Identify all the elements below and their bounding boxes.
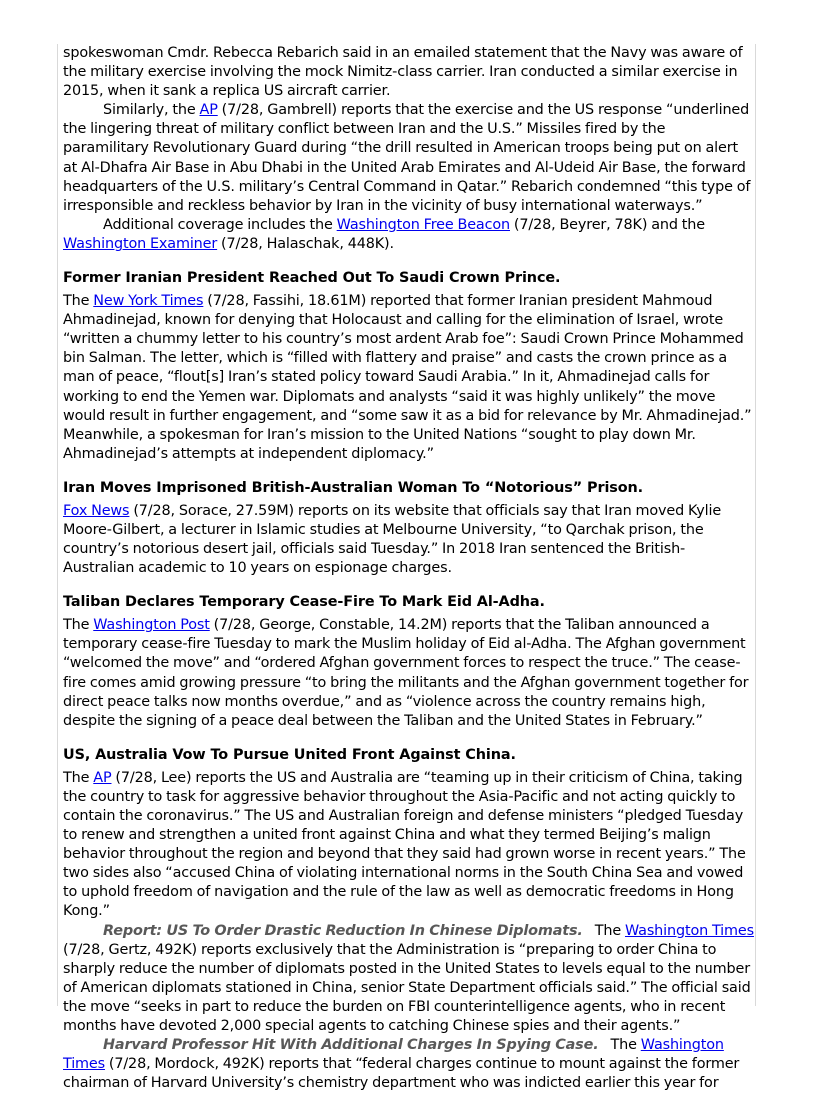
- paragraph-text: (7/28, George, Constable, 14.2M) reports that the Taliban announced a temporary cease-fire Tuesday to mark the Muslim holiday of Eid al-Adha. The Afghan government “welcomed the move” and “ordered Afghan government forces to respect the truce.” The cease-fire comes amid growing pressure “to bring the militants and the Afghan government together for direct peace talks now months overdue,” and as “violence across the country remains high, despite the signing of a peace deal between the Taliban and the United States in February.”: [63, 617, 749, 729]
- paragraph-text: The: [610, 1037, 641, 1054]
- paragraph-text: (7/28, Halaschak, 448K).: [217, 235, 394, 252]
- source-link-washington-free-beacon[interactable]: Washington Free Beacon: [336, 216, 510, 233]
- subitem-headline: Harvard Professor Hit With Additional Charges In Spying Case.: [103, 1037, 599, 1054]
- article-headline: US, Australia Vow To Pursue United Front Against China.: [63, 746, 516, 763]
- article-subitem: [63, 922, 755, 1037]
- paragraph-text: The: [63, 617, 94, 634]
- source-link-washington-times[interactable]: Washington Times: [625, 922, 754, 939]
- article-headline: Former Iranian President Reached Out To Saudi Crown Prince.: [63, 270, 561, 287]
- article-body: [63, 292, 755, 464]
- source-link-fox-news[interactable]: Fox News: [63, 502, 130, 519]
- paragraph-text: The: [63, 769, 94, 786]
- paragraph-text: (7/28, Gertz, 492K) reports exclusively that the Administration is “preparing to order China to sharply reduce the number of diplomats posted in the United States to levels equal to the number of American diplomats stationed in China, senior State Department officials said.” The official said the move “seeks in part to reduce the burden on FBI counterintelligence agents, who in recent months have devoted 2,000 special agents to catching Chinese spies and their agents.”: [63, 941, 751, 1035]
- article-subitem: [63, 1036, 755, 1093]
- paragraph-text: (7/28, Gambrell) reports that the exercise and the US response “underlined the lingering threat of military conflict between Iran and the U.S.” Missiles fired by the paramilitary Revolutionary Guard during “the drill resulted in American troops being put on alert at Al-Dhafra Air Base in Abu Dhabi in the United Arab Emirates and Al-Udeid Air Base, the forward headquarters of the U.S. military’s Central Command in Qatar.” Rebarich condemned “this type of irresponsible and reckless behavior by Iran in the vicinity of busy international waterways.”: [63, 102, 751, 214]
- article-body: [63, 502, 755, 578]
- paragraph-text: The: [594, 922, 625, 939]
- paragraph-text: (7/28, Fassihi, 18.61M) reported that former Iranian president Mahmoud Ahmadinejad, known for denying that Holocaust and calling for the elimination of Israel, wrote “written a chummy letter to his country’s most ardent Arab foe”: Saudi Crown Prince Mohammed bin Salman. The letter, which is “filled with flattery and praise” and casts the crown prince as a man of peace, “flout[s] Iran’s stated policy toward Saudi Arabia.” In it, Ahmadinejad calls for working to end the Yemen war. Diplomats and analysts “said it was highly unlikely” the move would result in further engagement, and “some saw it as a bid for relevance by Mr. Ahmadinejad.” Meanwhile, a spokesman for Iran’s mission to the United Nations “sought to play down Mr. Ahmadinejad’s attempts at independent diplomacy.”: [63, 293, 752, 462]
- paragraph-text: (7/28, Mordock, 492K) reports that “federal charges continue to mount against the former chairman of Harvard University’s chemistry department who was indicted earlier this year for: [63, 1056, 740, 1092]
- document-page: [57, 44, 756, 1092]
- intro-paragraph-1: [63, 44, 755, 101]
- paragraph-text: spokeswoman Cmdr. Rebecca Rebarich said in an emailed statement that the Navy was aware of the military exercise involving the mock Nimitz-class carrier. Iran conducted a similar exercise in 2015, when it sank a replica US aircraft carrier.: [63, 45, 743, 100]
- source-link-washington-examiner[interactable]: Washington Examiner: [63, 235, 218, 252]
- paragraph-text: The: [63, 293, 94, 310]
- paragraph-text: Similarly, the: [103, 102, 200, 119]
- source-link-ap[interactable]: AP: [199, 102, 218, 119]
- source-link-new-york-times[interactable]: New York Times: [93, 293, 204, 310]
- source-link-washington-post[interactable]: Washington Post: [93, 617, 210, 634]
- paragraph-text: Additional coverage includes the: [103, 216, 337, 233]
- intro-paragraph-3: [63, 216, 755, 254]
- article-body: [63, 616, 755, 731]
- intro-paragraph-2: [63, 101, 755, 216]
- subitem-headline: Report: US To Order Drastic Reduction In Chinese Diplomats.: [103, 922, 583, 939]
- article-headline: Taliban Declares Temporary Cease-Fire To Mark Eid Al-Adha.: [63, 594, 545, 611]
- article-body: [63, 769, 755, 922]
- article-headline: Iran Moves Imprisoned British-Australian Woman To “Notorious” Prison.: [63, 479, 644, 496]
- source-link-ap[interactable]: AP: [93, 769, 112, 786]
- source-link-washington-times[interactable]: Washington Times: [63, 1037, 724, 1073]
- paragraph-text: (7/28, Lee) reports the US and Australia are “teaming up in their criticism of China, taking the country to task for aggressive behavior throughout the Asia-Pacific and not acting quickly to contain the coronavirus.” The US and Australian foreign and defense ministers “pledged Tuesday to renew and strengthen a united front against China and what they termed Beijing’s malign behavior throughout the region and beyond that they said had grown worse in recent years.” The two sides also “accused China of violating international norms in the South China Sea and vowed to uphold freedom of navigation and the rule of the law as well as democratic freedoms in Hong Kong.”: [63, 769, 746, 920]
- paragraph-text: (7/28, Beyrer, 78K) and the: [510, 216, 705, 233]
- paragraph-text: (7/28, Sorace, 27.59M) reports on its website that officials say that Iran moved Kylie Moore-Gilbert, a lecturer in Islamic studies at Melbourne University, “to Qarchak prison, the country’s notorious desert jail, officials said Tuesday.” In 2018 Iran sentenced the British-Australian academic to 10 years on espionage charges.: [63, 502, 722, 577]
